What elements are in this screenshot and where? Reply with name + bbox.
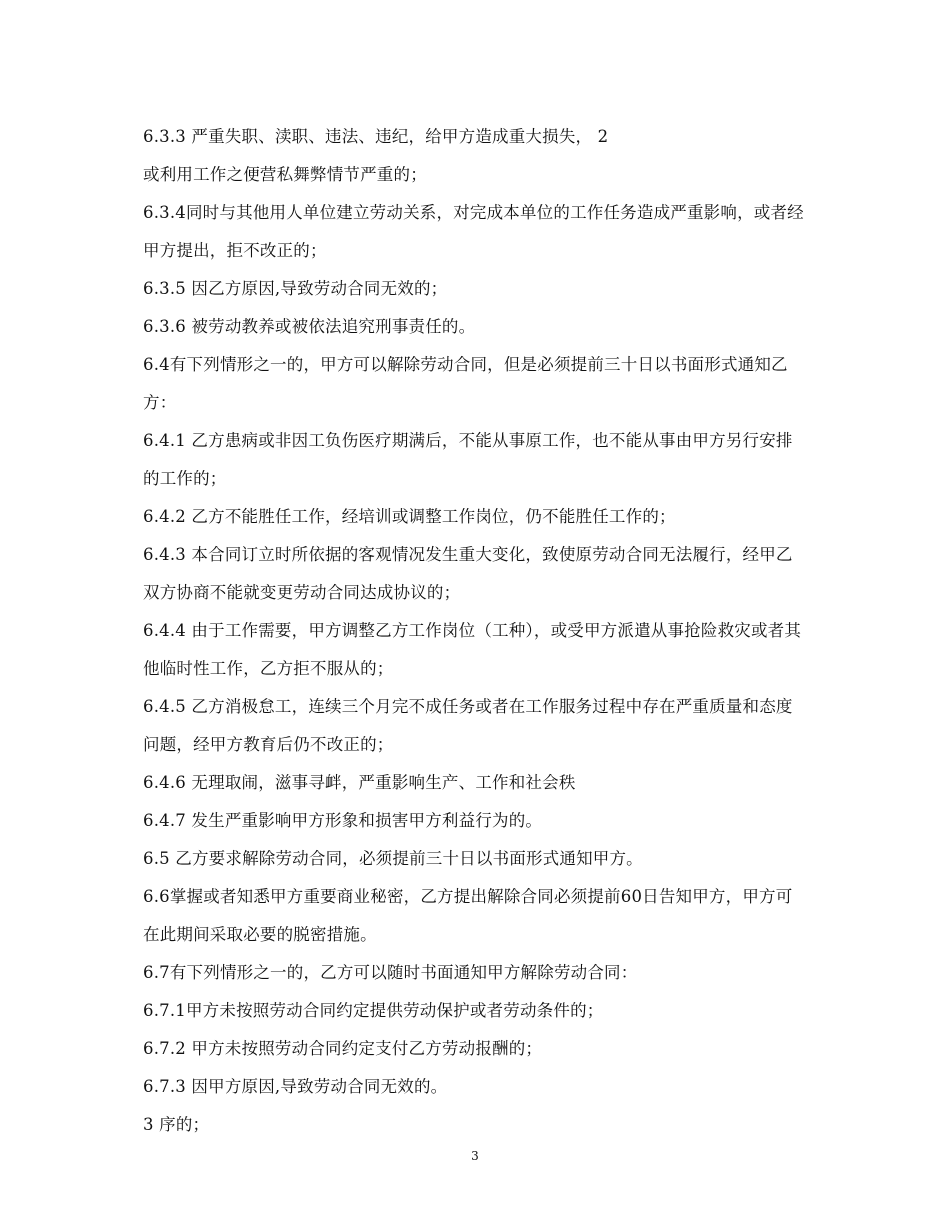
paragraph: 6.3.4同时与其他用人单位建立劳动关系，对完成本单位的工作任务造成严重影响，或者经甲方提出，拒不改正的； xyxy=(143,203,804,260)
paragraph: 6.4.2 乙方不能胜任工作，经培训或调整工作岗位，仍不能胜任工作的； xyxy=(143,507,676,526)
document-body xyxy=(143,118,808,1144)
paragraph: 6.4有下列情形之一的，甲方可以解除劳动合同，但是必须提前三十日以书面形式通知乙方： xyxy=(143,355,788,412)
paragraph: 6.4.1 乙方患病或非因工负伤医疗期满后，不能从事原工作，也不能从事由甲方另行安排的工作的； xyxy=(143,431,793,488)
page-number: 3 xyxy=(471,1149,479,1163)
paragraph: 6.7.3 因甲方原因,导致劳动合同无效的。 xyxy=(143,1077,448,1096)
paragraph: 6.4.7 发生严重影响甲方形象和损害甲方利益行为的。 xyxy=(143,811,543,830)
paragraph: 6.4.6 无理取闹，滋事寻衅，严重影响生产、工作和社会秩 xyxy=(143,773,576,792)
paragraph: 6.4.4 由于工作需要，甲方调整乙方工作岗位（工种），或受甲方派遣从事抢险救灾或者其他临时性工作，乙方拒不服从的； xyxy=(143,621,802,678)
paragraph: 6.6掌握或者知悉甲方重要商业秘密，乙方提出解除合同必须提前60日告知甲方，甲方可在此期间采取必要的脱密措施。 xyxy=(143,887,793,944)
paragraph: 6.7.1甲方未按照劳动合同约定提供劳动保护或者劳动条件的； xyxy=(143,1001,604,1020)
paragraph: 6.4.3 本合同订立时所依据的客观情况发生重大变化，致使原劳动合同无法履行，经甲乙双方协商不能就变更劳动合同达成协议的； xyxy=(143,545,793,602)
paragraph: 6.7.2 甲方未按照劳动合同约定支付乙方劳动报酬的； xyxy=(143,1039,543,1058)
paragraph: 6.3.6 被劳动教养或被依法追究刑事责任的。 xyxy=(143,317,476,336)
paragraph: 6.5 乙方要求解除劳动合同，必须提前三十日以书面形式通知甲方。 xyxy=(143,849,643,868)
paragraph: 6.4.5 乙方消极怠工，连续三个月完不成任务或者在工作服务过程中存在严重质量和态度问题，经甲方教育后仍不改正的； xyxy=(143,697,793,754)
paragraph: 3 序的； xyxy=(143,1115,210,1134)
paragraph: 或利用工作之便营私舞弊情节严重的； xyxy=(143,165,427,184)
paragraph: 6.3.5 因乙方原因,导致劳动合同无效的； xyxy=(143,279,448,298)
paragraph: 6.3.3 严重失职、渎职、违法、违纪，给甲方造成重大损失， 2 xyxy=(143,127,609,146)
paragraph: 6.7有下列情形之一的，乙方可以随时书面通知甲方解除劳动合同： xyxy=(143,963,638,982)
